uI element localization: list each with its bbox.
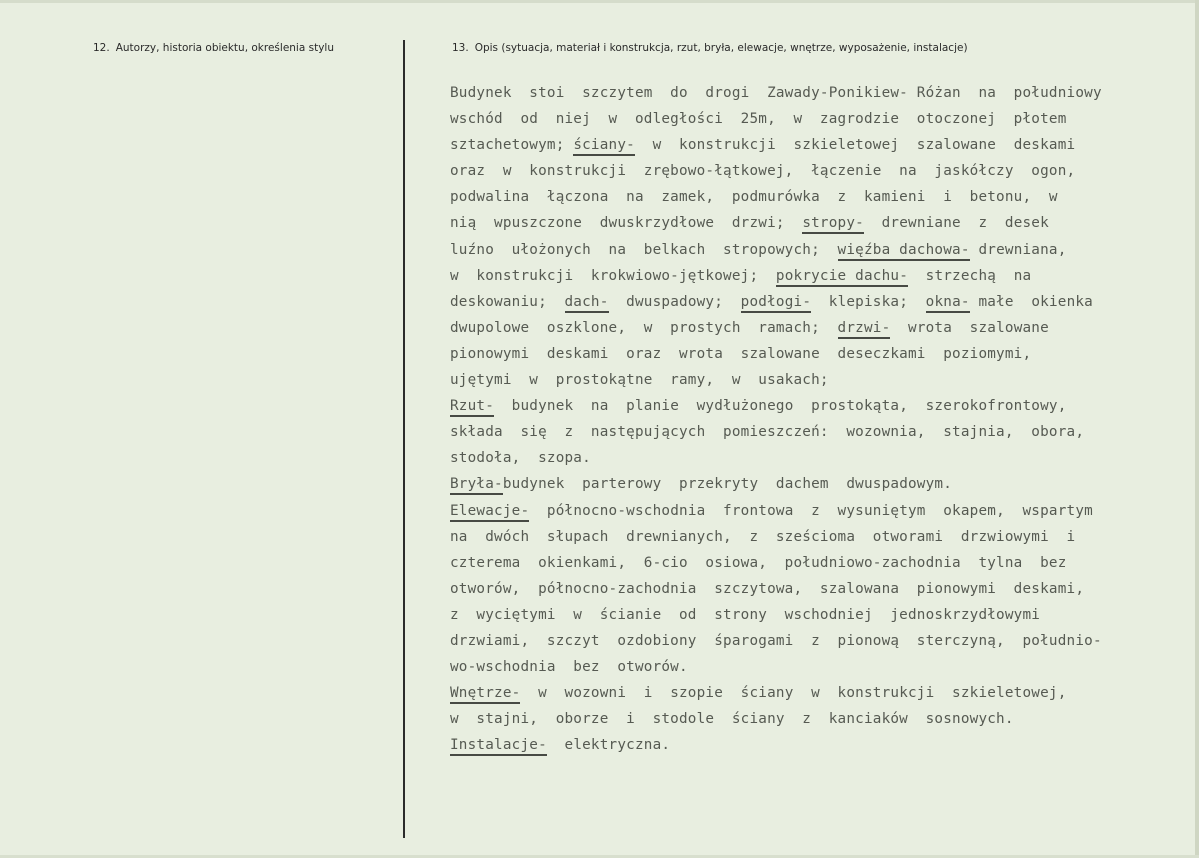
underlined-heading: Wnętrze- <box>450 685 520 704</box>
description-text: wo-wschodnia bez otworów. <box>450 659 688 676</box>
section-12-number: 12. <box>93 42 110 54</box>
description-text: budynek parterowy przekryty dachem dwuspadowym. <box>502 476 953 493</box>
description-line <box>450 108 1198 134</box>
description-text: otworów, północno-zachodnia szczytowa, szalowana pionowymi deskami, <box>450 580 1085 597</box>
underlined-heading: Bryła- <box>450 476 503 495</box>
description-line <box>450 212 1198 238</box>
description-text: budynek na planie wydłużonego prostokąta, szerokofrontowy, <box>494 398 1067 415</box>
description-line <box>450 395 1198 421</box>
underlined-heading: okna- <box>926 294 970 313</box>
description-text: w konstrukcji szkieletowej szalowane deskami <box>634 137 1076 154</box>
section-13-number: 13. <box>452 42 469 54</box>
section-13-header <box>452 42 968 54</box>
description-line <box>450 552 1198 578</box>
description-line <box>450 473 1198 499</box>
underlined-heading: Elewacje- <box>450 503 529 522</box>
description-text: drzwiami, szczyt ozdobiony śparogami z pionową sterczyną, południo- <box>450 632 1102 649</box>
description-text: wrota szalowane <box>890 319 1049 336</box>
description-text: czterema okienkami, 6-cio osiowa, południowo-zachodnia tylna bez <box>450 554 1067 571</box>
description-line <box>450 291 1198 317</box>
description-line <box>450 317 1198 343</box>
underlined-heading: pokrycie dachu- <box>776 268 908 287</box>
typed-description <box>450 82 1198 760</box>
underlined-heading: podłogi- <box>741 294 811 313</box>
description-text: małe okienka <box>969 293 1093 310</box>
description-text: w stajni, oborze i stodole ściany z kanciaków sosnowych. <box>450 711 1014 728</box>
description-text: klepiska; <box>811 293 926 310</box>
section-12-title: Autorzy, historia obiektu, określenia stylu <box>115 42 334 54</box>
description-text: stodoła, szopa. <box>450 450 591 467</box>
underlined-heading: dach- <box>565 294 609 313</box>
description-line <box>450 526 1198 552</box>
description-text: w konstrukcji krokwiowo-jętkowej; <box>450 267 776 284</box>
description-line <box>450 682 1198 708</box>
column-divider <box>403 40 405 838</box>
description-text: luźno ułożonych na belkach stropowych; <box>450 241 838 258</box>
description-line <box>450 604 1198 630</box>
description-text: Budynek stoi szczytem do drogi Zawady-Ponikiew- Różan na południowy <box>450 85 1102 101</box>
description-text: północno-wschodnia frontowa z wysuniętym okapem, wspartym <box>529 502 1093 519</box>
description-text: oraz w konstrukcji zrębowo-łątkowej, łączenie na jaskółczy ogon, <box>450 163 1076 180</box>
description-text: wschód od niej w odległości 25m, w zagrodzie otoczonej płotem <box>450 111 1067 128</box>
underlined-heading: Instalacje- <box>450 737 547 756</box>
description-text: składa się z następujących pomieszczeń: wozownia, stajnia, obora, <box>450 424 1085 441</box>
underlined-heading: więźba dachowa- <box>838 242 970 261</box>
underlined-heading: stropy- <box>802 215 864 234</box>
underlined-heading: ściany- <box>573 137 635 156</box>
description-text: pionowymi deskami oraz wrota szalowane deseczkami poziomymi, <box>450 345 1032 362</box>
description-text: sztachetowym; <box>450 137 574 154</box>
description-text: na dwóch słupach drewnianych, z sześcioma otworami drzwiowymi i <box>450 528 1076 545</box>
underlined-heading: drzwi- <box>838 320 891 339</box>
description-line <box>450 578 1198 604</box>
description-line <box>450 500 1198 526</box>
description-line <box>450 630 1198 656</box>
description-text: dwupolowe oszklone, w prostych ramach; <box>450 319 838 336</box>
description-line <box>450 265 1198 291</box>
description-text: ujętymi w prostokątne ramy, w usakach; <box>450 372 829 389</box>
description-text: elektryczna. <box>546 737 671 754</box>
description-text: dwuspadowy; <box>608 293 741 310</box>
description-text: w wozowni i szopie ściany w konstrukcji szkieletowej, <box>520 685 1067 702</box>
description-line <box>450 82 1198 108</box>
description-line <box>450 369 1198 395</box>
description-text: deskowaniu; <box>450 293 565 310</box>
description-line <box>450 656 1198 682</box>
description-text: drewniana, <box>969 241 1067 258</box>
section-13-title: Opis (sytuacja, materiał i konstrukcja, rzut, bryła, elewacje, wnętrze, wyposażenie, instalacje) <box>474 42 968 54</box>
description-line <box>450 708 1198 734</box>
sheet-top-edge <box>0 0 1199 3</box>
description-line <box>450 734 1198 760</box>
description-line <box>450 186 1198 212</box>
description-text: strzechą na <box>908 267 1032 284</box>
description-line <box>450 343 1198 369</box>
description-text: z wyciętymi w ścianie od strony wschodniej jednoskrzydłowymi <box>450 606 1041 623</box>
underlined-heading: Rzut- <box>450 398 494 417</box>
description-line <box>450 134 1198 160</box>
description-line <box>450 239 1198 265</box>
section-12-header <box>93 42 334 54</box>
description-text: podwalina łączona na zamek, podmurówka z kamieni i betonu, w <box>450 189 1058 206</box>
description-line <box>450 447 1198 473</box>
description-text: drewniane z desek <box>863 215 1049 232</box>
description-text: nią wpuszczone dwuskrzydłowe drzwi; <box>450 215 803 232</box>
description-line <box>450 421 1198 447</box>
description-line <box>450 160 1198 186</box>
